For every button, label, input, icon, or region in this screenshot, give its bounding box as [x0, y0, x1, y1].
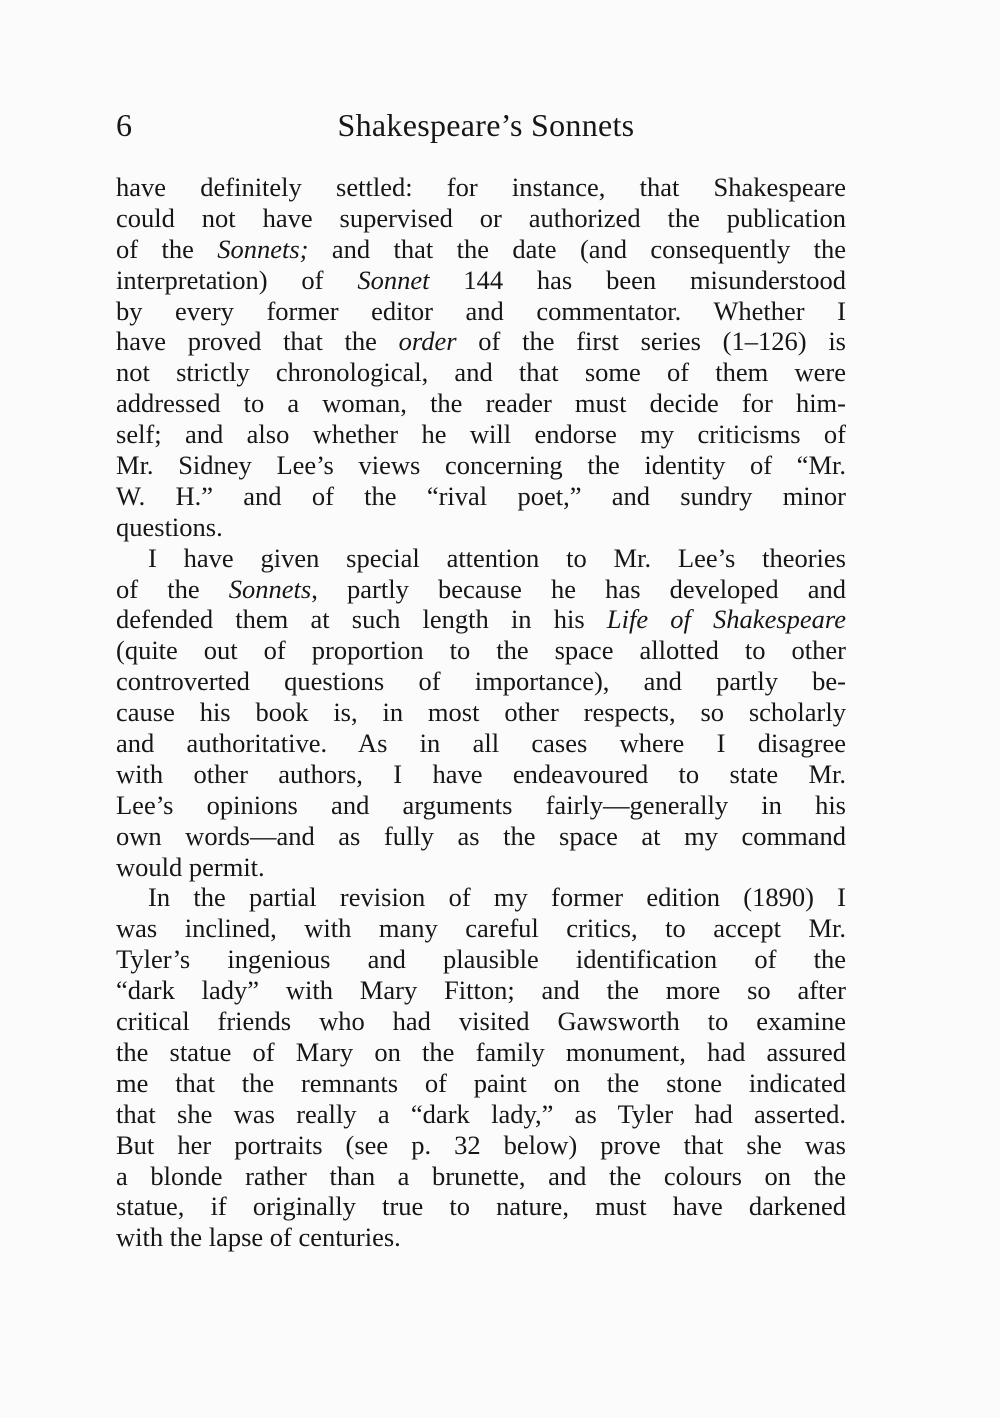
text-line: [116, 697, 846, 728]
text-line: [116, 1191, 846, 1222]
text-run: have definitely settled: for instance, that Shakespeare: [116, 172, 846, 202]
text-run: have proved that the: [116, 326, 399, 357]
text-line: [116, 388, 846, 419]
text-line: [116, 759, 846, 790]
text-run: with the lapse of centuries.: [116, 1222, 401, 1253]
text-line: [116, 1161, 846, 1192]
text-line: [116, 666, 846, 697]
text-line: [116, 172, 846, 203]
running-header: [116, 100, 846, 150]
text-line: [116, 1222, 846, 1253]
text-run: critical friends who had visited Gawsworth to examine: [116, 1006, 846, 1037]
text-run: of the: [116, 573, 229, 604]
text-run: 144 has been misunderstood: [429, 264, 846, 295]
text-line: [116, 790, 846, 821]
text-run: addressed to a woman, the reader must decide for him-: [116, 388, 846, 419]
text-run: self; and also whether he will endorse my criticisms of: [116, 419, 846, 450]
text-run: by every former editor and commentator. Whether I: [116, 295, 846, 326]
text-run: (quite out of proportion to the space allotted to other: [116, 635, 846, 666]
text-line: [116, 296, 846, 327]
italic-text: order: [398, 326, 457, 357]
text-line: [116, 574, 846, 605]
text-run: , partly because he has developed and: [311, 573, 846, 604]
text-line: [116, 975, 846, 1006]
italic-text: Sonnets;: [217, 233, 309, 264]
text-run: not strictly chronological, and that some of them were: [116, 357, 846, 388]
text-run: of the: [116, 233, 218, 264]
text-line: [116, 512, 846, 543]
italic-text: Sonnets: [228, 573, 312, 604]
text-line: [116, 604, 846, 635]
text-run: and that the date (and consequently the: [308, 233, 846, 264]
text-line: [116, 326, 846, 357]
text-line: [116, 852, 846, 883]
text-run: of the first series (1–126) is: [456, 326, 846, 357]
text-run: In the partial revision of my former edition (1890) I: [148, 882, 846, 913]
text-line: [116, 419, 846, 450]
text-run: Mr. Sidney Lee’s views concerning the identity of “Mr.: [116, 450, 846, 481]
text-run: Lee’s opinions and arguments fairly—generally in his: [116, 789, 846, 820]
text-run: controverted questions of importance), and partly be-: [116, 666, 846, 697]
text-run: I have given special attention to Mr. Lee’s theories: [148, 542, 846, 573]
text-run: W. H.” and of the “rival poet,” and sundry minor: [116, 480, 846, 511]
text-run: and authoritative. As in all cases where I disagree: [116, 728, 846, 759]
text-line: [116, 265, 846, 296]
text-run: a blonde rather than a brunette, and the colours on the: [116, 1160, 846, 1191]
text-run: Tyler’s ingenious and plausible identification of the: [116, 944, 846, 975]
paragraph: [116, 172, 846, 543]
text-line: [116, 635, 846, 666]
text-run: me that the remnants of paint on the stone indicated: [116, 1067, 846, 1098]
text-line: [116, 1130, 846, 1161]
text-run: the statue of Mary on the family monument, had assured: [116, 1036, 846, 1067]
text-line: [116, 1099, 846, 1130]
text-run: would permit.: [116, 851, 265, 882]
text-run: But her portraits (see p. 32 below) prove that she was: [116, 1129, 846, 1160]
italic-text: Life of Shakespeare: [606, 604, 846, 635]
text-run: cause his book is, in most other respects, so scholarly: [116, 697, 846, 728]
body-text: [116, 172, 846, 1253]
text-line: [116, 1068, 846, 1099]
text-line: [116, 357, 846, 388]
paragraph: [116, 543, 846, 883]
text-line: [116, 203, 846, 234]
text-run: defended them at such length in his: [116, 604, 607, 635]
text-run: could not have supervised or authorized the publication: [116, 202, 846, 233]
text-run: questions.: [116, 511, 223, 542]
text-line: [116, 481, 846, 512]
italic-text: Sonnet: [357, 264, 430, 295]
text-line: [116, 728, 846, 759]
text-run: that she was really a “dark lady,” as Tyler had asserted.: [116, 1098, 846, 1129]
text-line: [116, 882, 846, 913]
text-run: own words—and as fully as the space at my command: [116, 820, 846, 851]
running-title: Shakespeare’s Sonnets: [337, 107, 635, 143]
text-line: [116, 944, 846, 975]
text-line: [116, 1037, 846, 1068]
text-run: “dark lady” with Mary Fitton; and the more so after: [116, 975, 846, 1006]
text-line: [116, 1006, 846, 1037]
text-line: [116, 450, 846, 481]
text-line: [116, 234, 846, 265]
text-run: statue, if originally true to nature, must have darkened: [116, 1191, 846, 1222]
text-line: [116, 913, 846, 944]
page-number: 6: [116, 107, 132, 143]
paragraph: [116, 882, 846, 1253]
text-run: interpretation) of: [116, 264, 358, 295]
text-line: [116, 821, 846, 852]
text-run: with other authors, I have endeavoured to state Mr.: [116, 758, 846, 789]
text-line: [116, 543, 846, 574]
text-run: was inclined, with many careful critics, to accept Mr.: [116, 913, 846, 944]
